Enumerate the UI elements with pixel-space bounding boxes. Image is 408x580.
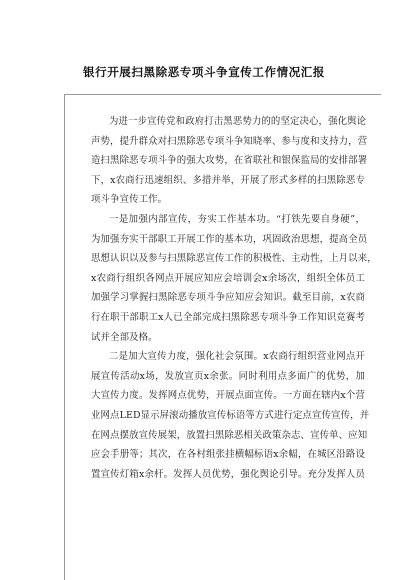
document-body [91,112,377,484]
paragraph-line: 试并全部及格。 [91,331,158,343]
paragraph-line: 二是加大宣传力度，强化社会氛围。x农商行组织营业网点开 [109,351,365,363]
paragraph-line: 造扫黑除恶专项斗争的强大攻势，在省联社和银保监局的安排部署 [91,155,368,167]
paragraph-line: 一是加强内部宣传，夯实工作基本功。“打铁先要自身硬”， [109,213,365,225]
paragraph-line: 行在职干部职工x人已全部完成扫黑除恶专项斗争工作知识竞赛考 [91,311,365,323]
paragraph-line: 展宣传活动x场，发放宣页x余张。同时利用点多面广的优势，加 [91,370,365,382]
paragraph-line: x农商行组织各网点开展应知应会培训会x余场次，组织全体员工 [91,272,365,284]
paragraph-line: 下，x农商行迅速组织、多措并举，开展了形式多样的扫黑除恶专 [91,174,365,186]
paragraph-line: 为进一步宣传党和政府打击黑恶势力的的坚定决心，强化舆论 [109,116,367,127]
paragraph-line: 思想认识以及参与扫黑除恶宣传工作的积极性、主动性，上月以来， [91,253,377,265]
paragraph-line: 声势，提升群众对扫黑除恶专项斗争知晓率、参与度和支持力，营 [91,135,368,147]
document-title: 银行开展扫黑除恶专项斗争宣传工作情况汇报 [83,65,325,79]
paragraph-line: 业网点LED显示屏滚动播放宣传标语等方式进行定点宣传宣传，并 [91,409,370,421]
paragraph-line: 项斗争宣传工作。 [91,194,168,206]
paragraph-line: 大宣传力度。发挥网点优势，开展点面宣传。一方面在辖内x个营 [91,390,365,402]
paragraph-line: 在网点摆放宣传展架，放置扫黑除恶相关政策杂志、宣传单、应知 [91,429,368,441]
paragraph-line: 为加强夯实干部职工开展工作的基本功，巩固政治思想，提高全员 [91,233,368,245]
paragraph-line: 置宣传灯箱x余杆。发挥人员优势，强化舆论引导。充分发挥人员 [91,468,365,480]
paragraph-line: 应会手册等；其次，在各村组张挂横幅标语x余幅，在城区沿路设 [91,449,365,461]
paragraph-line: 加强学习掌握扫黑除恶专项斗争应知应会知识。截至目前，x农商 [91,292,365,304]
